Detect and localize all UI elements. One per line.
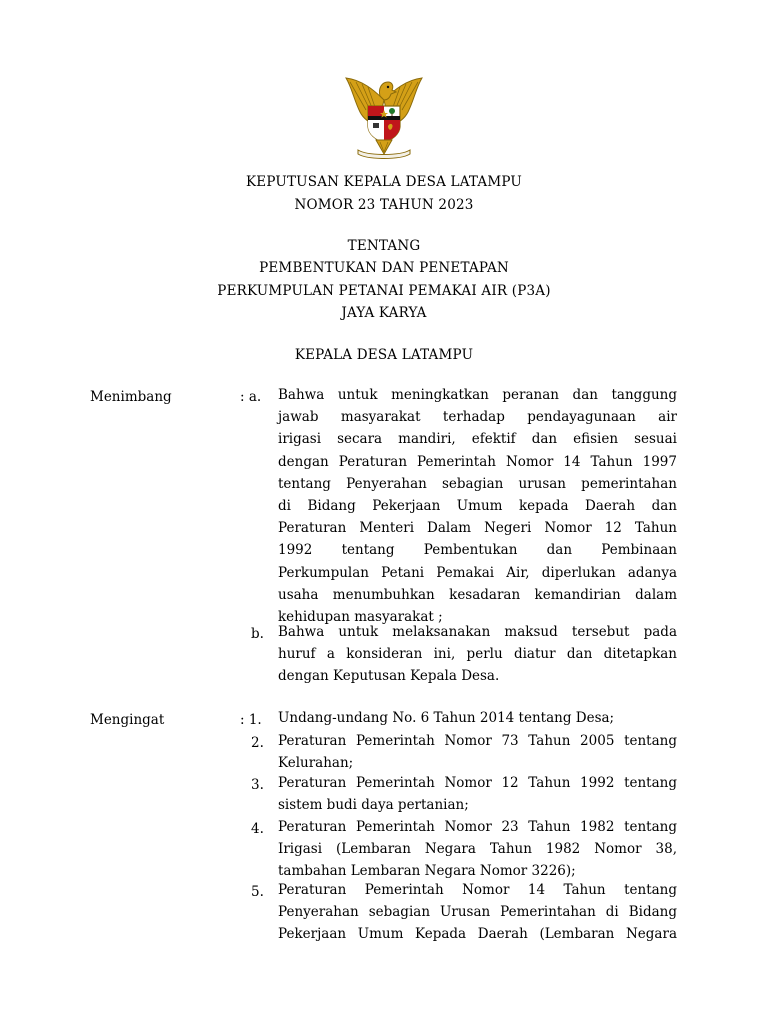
- text-line: tambahan Lembaran Negara Nomor 3226);: [278, 863, 576, 880]
- document-number: NOMOR 23 TAHUN 2023: [294, 197, 474, 213]
- mengingat-marker-2: 2.: [251, 735, 264, 751]
- text-line: di Bidang Pekerjaan Umum kepada Daerah dan: [278, 498, 677, 515]
- text-line: Kelurahan;: [278, 755, 354, 772]
- text-line: irigasi secara mandiri, efektif dan efisien sesuai: [278, 431, 677, 448]
- text-line: kehidupan masyarakat ;: [278, 609, 443, 626]
- text-line: Peraturan Pemerintah Nomor 14 Tahun tentang: [278, 882, 677, 898]
- menimbang-item-b: [278, 621, 677, 688]
- text-line: Pekerjaan Umum Kepada Daerah (Lembaran Negara: [278, 926, 677, 943]
- text-line: Peraturan Pemerintah Nomor 12 Tahun 1992 tentang: [278, 775, 677, 791]
- mengingat-marker-4: 4.: [251, 821, 264, 837]
- subject-line-1: PEMBENTUKAN DAN PENETAPAN: [259, 260, 509, 276]
- mengingat-marker-1: : 1.: [240, 712, 262, 728]
- mengingat-item-2: [278, 730, 677, 774]
- garuda-pancasila-emblem-icon: [338, 70, 430, 162]
- mengingat-item-1: [278, 707, 677, 729]
- text-line: dengan Peraturan Pemerintah Nomor 14 Tahun 1997: [278, 453, 677, 470]
- text-line: Bahwa untuk melaksanakan maksud tersebut pada: [278, 624, 677, 640]
- text-line: jawab masyarakat terhadap pendayagunaan air: [278, 409, 677, 426]
- text-line: Bahwa untuk meningkatkan peranan dan tanggung: [278, 387, 677, 403]
- mengingat-marker-3: 3.: [251, 777, 264, 793]
- mengingat-item-5: [278, 879, 677, 946]
- mengingat-label: Mengingat: [90, 712, 165, 728]
- text-line: huruf a konsideran ini, perlu diatur dan ditetapkan: [278, 646, 677, 663]
- text-line: Peraturan Menteri Dalam Negeri Nomor 12 Tahun: [278, 520, 677, 537]
- text-line: Penyerahan sebagian Urusan Pemerintahan di Bidang: [278, 904, 677, 921]
- tentang-heading: TENTANG: [347, 238, 421, 254]
- text-line: Peraturan Pemerintah Nomor 73 Tahun 2005 tentang: [278, 733, 677, 749]
- text-line: 1992 tentang Pembentukan dan Pembinaan: [278, 542, 677, 559]
- mengingat-marker-5: 5.: [251, 884, 264, 900]
- text-line: Peraturan Pemerintah Nomor 23 Tahun 1982 tentang: [278, 819, 677, 835]
- menimbang-marker-a: : a.: [240, 389, 262, 405]
- menimbang-label: Menimbang: [90, 389, 172, 405]
- text-line: dengan Keputusan Kepala Desa.: [278, 668, 500, 685]
- mengingat-item-3: [278, 772, 677, 816]
- text-line: tentang Penyerahan sebagian urusan pemerintahan: [278, 475, 677, 492]
- mengingat-item-4: [278, 816, 677, 883]
- issuing-official: KEPALA DESA LATAMPU: [294, 347, 474, 363]
- text-line: sistem budi daya pertanian;: [278, 797, 469, 814]
- subject-line-3: JAYA KARYA: [341, 305, 427, 321]
- menimbang-item-a: [278, 384, 677, 628]
- menimbang-marker-b: b.: [251, 626, 264, 642]
- text-line: usaha menumbuhkan kesadaran kemandirian dalam: [278, 586, 677, 603]
- document-title: KEPUTUSAN KEPALA DESA LATAMPU: [246, 174, 522, 190]
- text-line: Irigasi (Lembaran Negara Tahun 1982 Nomor 38,: [278, 841, 677, 858]
- text-line: Undang-undang No. 6 Tahun 2014 tentang Desa;: [278, 710, 615, 726]
- subject-line-2: PERKUMPULAN PETANAI PEMAKAI AIR (P3A): [217, 283, 551, 299]
- text-line: Perkumpulan Petani Pemakai Air, diperlukan adanya: [278, 564, 677, 581]
